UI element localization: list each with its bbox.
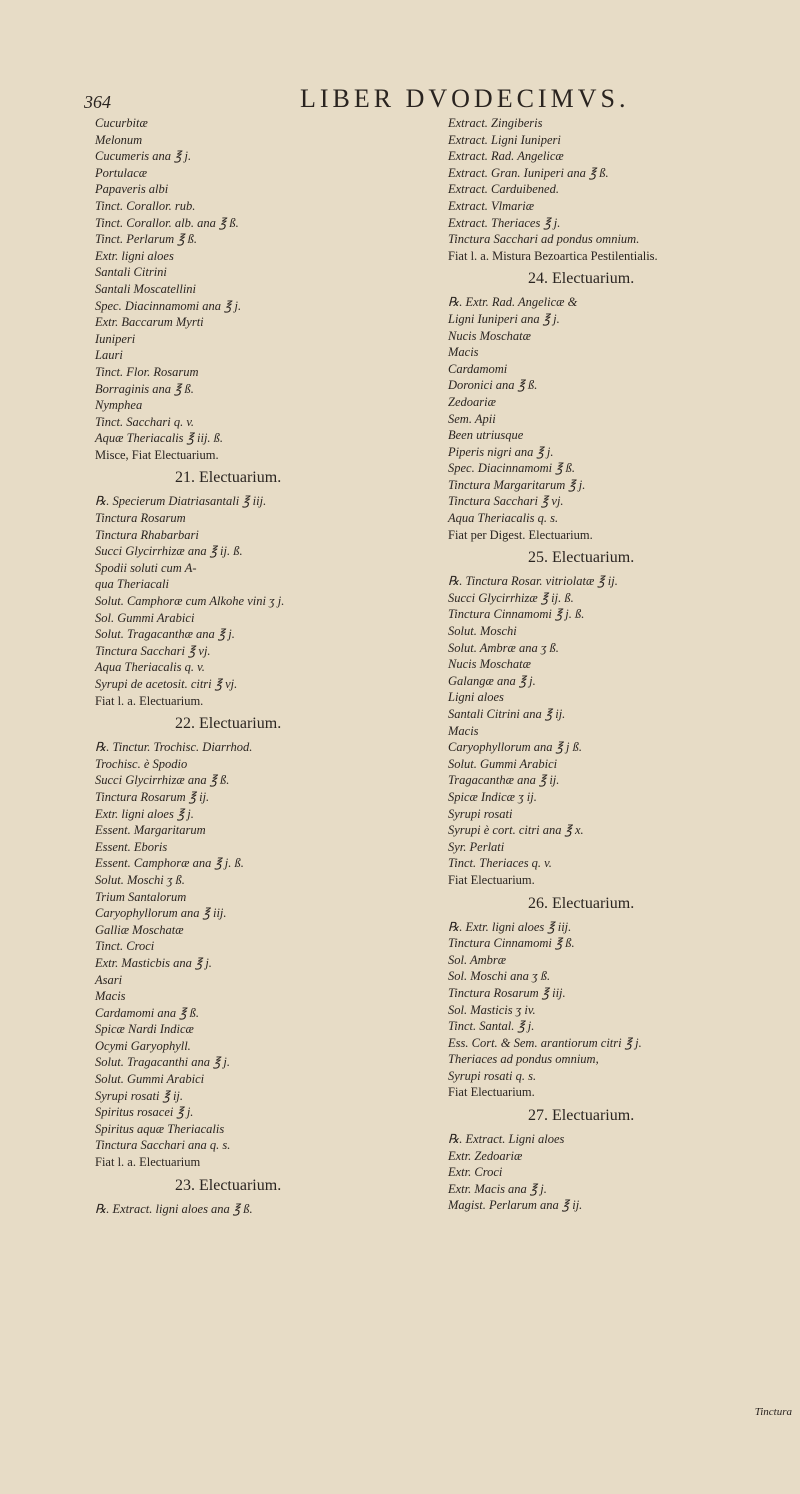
recipe-line: Cardamomi ana ℥ ß. <box>95 1005 199 1020</box>
recipe-line: Sol. Gummi Arabici <box>95 610 195 625</box>
recipe-line: Spicæ Nardi Indicæ <box>95 1022 194 1037</box>
recipe-line: Tinctura Cinnamomi ℥ ß. <box>448 936 575 951</box>
recipe-line: Tinct. Corallor. rub. <box>95 198 196 213</box>
recipe-line: Extr. Baccarum Myrti <box>95 315 204 330</box>
recipe-line: Fiat Electuarium. <box>448 872 535 887</box>
recipe-line: Essent. Margaritarum <box>95 823 206 838</box>
recipe-line: Extr. Macis ana ℥ j. <box>448 1181 547 1196</box>
recipe-line: Syrupi rosati q. s. <box>448 1068 537 1083</box>
recipe-line: Sem. Apii <box>448 411 496 426</box>
recipe-line: Macis <box>448 345 479 360</box>
recipe-line: Spicæ Indicæ ʒ ij. <box>448 789 537 804</box>
recipe-line: ℞. Extract. ligni aloes ana ℥ ß. <box>95 1201 253 1216</box>
catchword: Tinctura <box>754 1406 792 1418</box>
recipe-line: Extr. ligni aloes <box>95 248 174 263</box>
recipe-line: Solut. Tragacanthæ ana ℥ j. <box>95 627 235 642</box>
recipe-line: Solut. Camphoræ cum Alkohe vini ʒ j. <box>95 594 285 609</box>
recipe-line: Tinct. Croci <box>95 939 155 954</box>
recipe-line: Spec. Diacinnamomi ana ℥ j. <box>95 298 242 313</box>
recipe-line: Caryophyllorum ana ℥ iij. <box>95 906 227 921</box>
recipe-line: Sol. Masticis ʒ iv. <box>448 1002 536 1017</box>
recipe-line: Tinct. Flor. Rosarum <box>95 364 199 379</box>
recipe-heading: 26. Electuarium. <box>528 894 635 912</box>
recipe-line: Aqua Theriacalis q. v. <box>95 660 205 675</box>
recipe-line: Syrupi rosati ℥ ij. <box>95 1088 184 1103</box>
recipe-line: Extract. Rad. Angelicæ <box>448 149 564 164</box>
recipe-line: Lauri <box>95 348 123 363</box>
recipe-line: Tinctura Sacchari ana q. s. <box>95 1138 231 1153</box>
recipe-line: Spodii soluti cum A- <box>95 560 197 575</box>
recipe-line: Ocymi Garyophyll. <box>95 1038 191 1053</box>
recipe-line: Tragacanthæ ana ℥ ij. <box>448 773 560 788</box>
recipe-line: Succi Glycirrhizæ ℥ ij. ß. <box>448 590 574 605</box>
recipe-line: Tinctura Cinnamomi ℥ j. ß. <box>448 607 585 622</box>
recipe-line: Nymphea <box>95 398 143 413</box>
recipe-line: Tinctura Margaritarum ℥ j. <box>448 477 586 492</box>
recipe-line: Trium Santalorum <box>95 889 187 904</box>
recipe-line: Essent. Eboris <box>95 839 168 854</box>
right-column <box>448 115 768 1214</box>
recipe-line: Tinct. Santal. ℥ j. <box>448 1019 535 1034</box>
recipe-line: Tinctura Rosarum ℥ iij. <box>448 985 566 1000</box>
recipe-line: Syrupi de acetosit. citri ℥ vj. <box>95 677 238 691</box>
recipe-line: Melonum <box>95 132 143 147</box>
recipe-line: Aqua Theriacalis q. s. <box>448 511 559 526</box>
recipe-line: Sol. Moschi ana ʒ ß. <box>448 969 551 984</box>
recipe-line: Syrupi rosati <box>448 806 513 821</box>
recipe-line: Nucis Moschatæ <box>448 328 531 343</box>
recipe-line: Santali Citrini ana ℥ ij. <box>448 707 566 721</box>
recipe-line: Cucumeris ana ℥ j. <box>95 149 192 164</box>
recipe-line: Fiat Electuarium. <box>448 1085 535 1100</box>
recipe-line: qua Theriacali <box>95 577 169 592</box>
recipe-line: Essent. Camphoræ ana ℥ j. ß. <box>95 856 244 871</box>
recipe-line: Extract. Vlmariæ <box>448 198 535 213</box>
recipe-heading: 23. Electuarium. <box>175 1176 282 1194</box>
recipe-line: Fiat l. a. Electuarium <box>95 1155 201 1170</box>
recipe-line: Ess. Cort. & Sem. arantiorum citri ℥ j. <box>448 1035 642 1050</box>
recipe-line: Tinct. Theriaces q. v. <box>448 856 552 871</box>
recipe-line: Syr. Perlati <box>448 839 505 854</box>
recipe-line: Tinctura Sacchari ℥ vj. <box>448 494 564 509</box>
left-column <box>95 115 415 1217</box>
recipe-line: Cardamomi <box>448 361 508 376</box>
recipe-line: Ligni Iuniperi ana ℥ j. <box>448 311 560 326</box>
recipe-line: Syrupi è cort. citri ana ℥ x. <box>448 823 584 838</box>
recipe-line: Fiat l. a. Electuarium. <box>95 693 204 708</box>
recipe-line: Succi Glycirrhizæ ana ℥ ij. ß. <box>95 544 243 559</box>
recipe-line: ℞. Extr. ligni aloes ℥ iij. <box>448 919 572 934</box>
recipe-heading: 25. Electuarium. <box>528 549 635 567</box>
recipe-line: Nucis Moschatæ <box>448 657 531 672</box>
recipe-line: Santali Citrini <box>95 265 167 280</box>
recipe-line: ℞. Tinctur. Trochisc. Diarrhod. <box>95 740 253 755</box>
recipe-line: Solut. Gummi Arabici <box>95 1072 205 1087</box>
recipe-line: Magist. Perlarum ana ℥ ij. <box>448 1198 583 1213</box>
recipe-line: Solut. Gummi Arabici <box>448 756 558 771</box>
recipe-line: Zedoariæ <box>448 394 496 409</box>
recipe-line: Been utriusque <box>448 428 524 443</box>
recipe-line: Portulacæ <box>95 165 148 180</box>
recipe-line: Doronici ana ℥ ß. <box>448 378 538 393</box>
recipe-heading: 24. Electuarium. <box>528 270 635 288</box>
recipe-heading: 21. Electuarium. <box>175 469 282 487</box>
recipe-line: Solut. Moschi <box>448 624 517 639</box>
recipe-line: Misce, Fiat Electuarium. <box>95 447 219 462</box>
recipe-line: Extr. Croci <box>448 1165 503 1180</box>
recipe-line: Extr. Masticbis ana ℥ j. <box>95 955 212 970</box>
recipe-line: Extract. Theriaces ℥ j. <box>448 215 561 230</box>
recipe-line: Tinctura Rosarum <box>95 511 186 526</box>
recipe-line: Galangæ ana ℥ j. <box>448 673 536 688</box>
recipe-line: Solut. Moschi ʒ ß. <box>95 872 185 887</box>
recipe-line: Extract. Gran. Iuniperi ana ℥ ß. <box>448 165 609 180</box>
recipe-heading: 27. Electuarium. <box>528 1107 635 1125</box>
recipe-line: Tinctura Sacchari ad pondus omnium. <box>448 232 640 247</box>
recipe-line: Solut. Ambræ ana ʒ ß. <box>448 640 559 655</box>
recipe-line: Galliæ Moschatæ <box>95 922 184 937</box>
recipe-line: Tinct. Perlarum ℥ ß. <box>95 232 198 247</box>
recipe-line: Fiat l. a. Mistura Bezoartica Pestilentialis. <box>448 248 658 263</box>
recipe-line: Solut. Tragacanthi ana ℥ j. <box>95 1055 231 1070</box>
recipe-line: Tinctura Sacchari ℥ vj. <box>95 643 211 658</box>
recipe-line: ℞. Extract. Ligni aloes <box>448 1132 565 1147</box>
recipe-line: Extract. Ligni Iuniperi <box>448 132 561 147</box>
recipe-line: Macis <box>95 989 126 1004</box>
recipe-line: Theriaces ad pondus omnium, <box>448 1052 599 1067</box>
recipe-line: Extract. Carduibened. <box>448 182 559 197</box>
recipe-heading: 22. Electuarium. <box>175 715 282 733</box>
recipe-line: Tinct. Corallor. alb. ana ℥ ß. <box>95 215 239 230</box>
recipe-line: Trochisc. è Spodio <box>95 756 188 771</box>
recipe-line: Ligni aloes <box>448 690 504 705</box>
page-number: 364 <box>84 92 111 112</box>
recipe-line: Spiritus aquæ Theriacalis <box>95 1121 225 1136</box>
recipe-line: Santali Moscatellini <box>95 281 197 296</box>
recipe-line: Sol. Ambræ <box>448 952 507 967</box>
recipe-line: Caryophyllorum ana ℥ j ß. <box>448 740 582 755</box>
recipe-line: Extr. ligni aloes ℥ j. <box>95 806 194 821</box>
recipe-line: Spiritus rosacei ℥ j. <box>95 1105 194 1120</box>
running-title: LIBER DVODECIMVS. <box>300 84 630 113</box>
recipe-line: Borraginis ana ℥ ß. <box>95 381 194 396</box>
recipe-line: Piperis nigri ana ℥ j. <box>448 444 554 459</box>
recipe-line: Spec. Diacinnamomi ℥ ß. <box>448 461 575 476</box>
recipe-line: Tinctura Rhabarbari <box>95 527 199 542</box>
recipe-line: Macis <box>448 723 479 738</box>
recipe-line: Aquæ Theriacalis ℥ iij. ß. <box>95 431 224 446</box>
recipe-line: Extr. Zedoariæ <box>448 1148 523 1163</box>
recipe-line: Fiat per Digest. Electuarium. <box>448 527 593 542</box>
recipe-line: Asari <box>95 972 123 987</box>
recipe-line: Tinct. Sacchari q. v. <box>95 414 195 429</box>
recipe-line: ℞. Extr. Rad. Angelicæ & <box>448 295 578 310</box>
recipe-line: Tinctura Rosarum ℥ ij. <box>95 789 210 804</box>
recipe-line: Iuniperi <box>95 331 136 346</box>
recipe-line: Papaveris albi <box>95 182 169 197</box>
recipe-line: Succi Glycirrhizæ ana ℥ ß. <box>95 773 230 788</box>
recipe-line: ℞. Tinctura Rosar. vitriolatæ ℥ ij. <box>448 574 618 589</box>
recipe-line: Extract. Zingiberis <box>448 116 543 130</box>
recipe-line: Cucurbitæ <box>95 116 148 130</box>
recipe-line: ℞. Specierum Diatriasantali ℥ iij. <box>95 494 267 509</box>
